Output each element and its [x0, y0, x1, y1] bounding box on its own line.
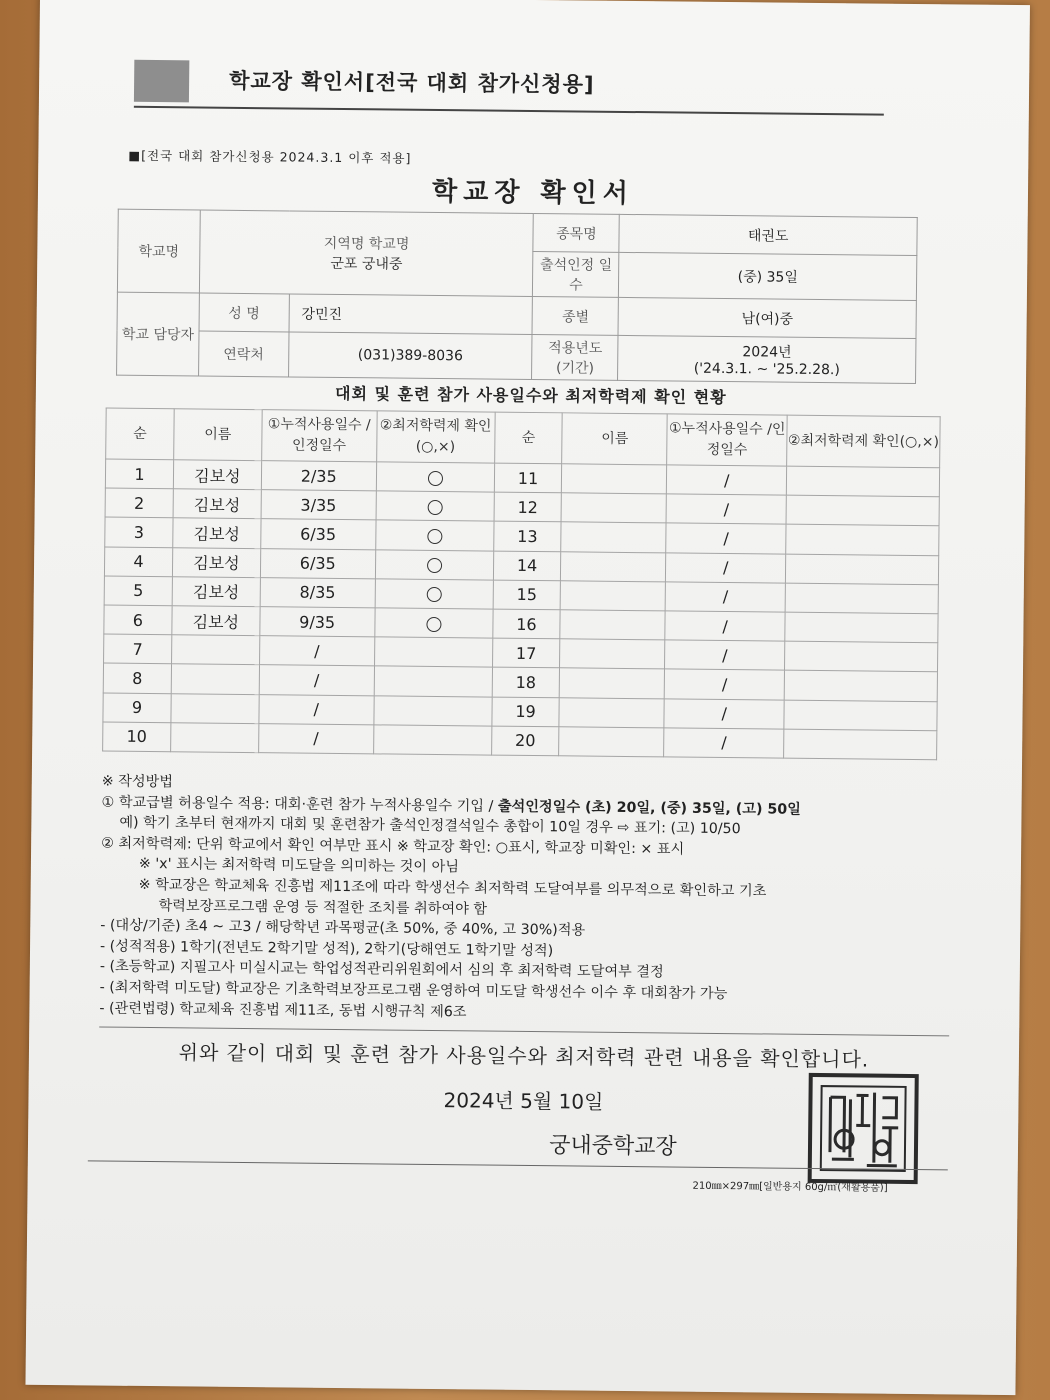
year-value: 2024년 [742, 344, 792, 361]
row-check [786, 554, 939, 585]
row-check [784, 700, 937, 731]
circle-mark-icon [427, 529, 442, 544]
row-check [374, 637, 492, 667]
row-name [561, 522, 666, 552]
row-name: 김보성 [173, 518, 261, 548]
row-days: 2/35 [261, 461, 376, 491]
row-name: 김보성 [172, 547, 260, 577]
row-check [785, 641, 938, 672]
paper-spec: 210㎜×297㎜[일반용지 60g/㎡(재활용품)] [692, 1180, 888, 1194]
header-days-left: ①누적사용일수 /인정일수 [261, 410, 376, 462]
header-days-right: ①누적사용일수 /인정일수 [667, 414, 787, 466]
row-name: 김보성 [172, 606, 260, 636]
instruction-emphasis: 출석인정일수 (초) 20일, (중) 35일, (고) 50일 [497, 798, 801, 818]
row-name [561, 551, 666, 581]
circle-mark-icon [426, 616, 441, 631]
row-name [559, 726, 664, 756]
row-seq: 18 [492, 667, 560, 697]
row-days: / [664, 698, 784, 728]
school-info-table [116, 209, 918, 384]
principal-signature: 궁내중학교장 [549, 1133, 677, 1160]
instruction-line: ② 최저학력제: 단위 학교에서 확인 여부만 표시 ※ 학교장 확인: ○표시, 학교장 미확인: × 표시 [101, 835, 685, 858]
instructions [99, 772, 952, 1028]
row-name [562, 493, 667, 523]
circle-mark-icon [428, 470, 443, 485]
row-days: 6/35 [261, 519, 376, 549]
instruction-line: 학력보장프로그램 운영 등 적절한 조치를 취하여야 함 [158, 897, 488, 918]
row-check [375, 520, 493, 550]
issue-date: 2024년 5월 10일 [443, 1088, 604, 1114]
row-name: 김보성 [173, 489, 261, 519]
instruction-line: ※ 학교장은 학교체육 진흥법 제11조에 따라 학생선수 최저학력 도달여부를 의무적으로 확인하고 기초 [138, 876, 767, 900]
row-days: / [665, 611, 785, 641]
row-days: 6/35 [260, 548, 375, 578]
row-seq: 14 [493, 551, 561, 581]
confirmation-statement: 위와 같이 대회 및 훈련 참가 사용일수와 최저학력 관련 내용을 확인합니다. [178, 1040, 870, 1072]
instruction-line: - (성적적용) 1학기(전년도 2학기말 성적), 2학기(당해연도 1학기말 성적) [99, 938, 554, 959]
row-days: / [258, 723, 373, 753]
school-name-header: 지역명 학교명 [323, 235, 410, 253]
seal-glyph-strokes [812, 1077, 915, 1180]
row-check [376, 462, 494, 492]
instructions-title: ※ 작성방법 [101, 773, 174, 791]
gender-label: 종별 [532, 296, 618, 335]
document-title: 학교장 확인서 [431, 176, 635, 210]
row-check [786, 495, 939, 526]
instruction-line: - (초등학교) 지필고사 미실시교는 학업성적관리위원회에서 심의 후 최저학력 도달여부 결정 [99, 958, 664, 981]
row-days: / [666, 494, 786, 524]
row-check [374, 666, 492, 696]
school-name: 군포 궁내중 [330, 255, 403, 273]
circle-mark-icon [426, 587, 441, 602]
row-check [784, 729, 937, 760]
year-label: 적용년도 (기간) [532, 334, 618, 380]
row-check [375, 549, 493, 579]
row-days: / [259, 636, 374, 666]
row-seq: 8 [103, 663, 171, 693]
row-name [559, 697, 664, 727]
row-seq: 11 [494, 463, 562, 493]
row-seq: 16 [492, 609, 560, 639]
instruction-line: 예) 학기 초부터 현재까지 대회 및 훈련참가 출석인정결석일수 총합이 10일 경우 ⇨ 표기: (고) 10/50 [119, 814, 741, 838]
header-seq-left: 순 [106, 408, 174, 460]
year-cell [618, 335, 916, 383]
row-seq: 1 [105, 459, 173, 489]
header-check-right: ②최저학력제 확인(○,×) [787, 415, 940, 468]
contact-value: (031)389-8036 [288, 332, 532, 380]
row-seq: 3 [105, 517, 173, 547]
header-check-left: ②최저학력제 확인(○,×) [376, 411, 494, 463]
row-seq: 4 [104, 547, 172, 577]
row-name [171, 693, 259, 723]
instruction-line: - (관련법령) 학교체육 진흥법 제11조, 동법 시행규칙 제6조 [99, 1000, 467, 1020]
row-seq: 5 [104, 576, 172, 606]
row-check [786, 525, 939, 556]
row-check [785, 583, 938, 614]
header-name-right: 이름 [562, 413, 667, 465]
row-check [785, 612, 938, 643]
contact-label: 연락처 [198, 331, 288, 377]
row-days: / [667, 465, 787, 495]
instruction-line: ※ 'x' 표시는 최저학력 미도달을 의미하는 것이 아님 [138, 856, 460, 876]
school-name-cell [199, 210, 533, 296]
row-days: / [666, 523, 786, 553]
row-name: 김보성 [173, 460, 261, 490]
header-name-left: 이름 [174, 409, 262, 461]
row-name [561, 581, 666, 611]
row-seq: 20 [491, 726, 559, 756]
header-seq-right: 순 [494, 412, 562, 464]
row-days: / [666, 552, 786, 582]
row-check [376, 491, 494, 521]
name-label: 성 명 [199, 293, 289, 332]
staff-label: 학교 담당자 [117, 292, 200, 376]
row-days: / [665, 640, 785, 670]
row-name [560, 610, 665, 640]
row-seq: 7 [104, 634, 172, 664]
row-days: 8/35 [260, 577, 375, 607]
row-days: / [665, 582, 785, 612]
circle-mark-icon [427, 500, 442, 515]
event-value: 태권도 [619, 214, 917, 255]
row-name [562, 464, 667, 494]
row-seq: 15 [493, 580, 561, 610]
row-days: / [665, 669, 785, 699]
row-seq: 9 [103, 693, 171, 723]
row-name [560, 639, 665, 669]
row-check [374, 695, 492, 725]
row-days: 3/35 [261, 490, 376, 520]
row-days: 9/35 [260, 607, 375, 637]
applicability-note: ■[전국 대회 참가신청용 2024.3.1 이후 적용] [128, 147, 412, 166]
school-label: 학교명 [117, 209, 200, 293]
period-value: ('24.3.1. ~ '25.2.28.) [693, 360, 840, 379]
row-check [784, 670, 937, 701]
row-check [375, 579, 493, 609]
instruction-line: - (대상/기준) 초4 ~ 고3 / 해당학년 과목평균(초 50%, 중 40%, 고 30%)적용 [100, 917, 586, 939]
header-rule [134, 106, 884, 116]
row-seq: 6 [104, 605, 172, 635]
instruction-line: - (최저학력 미도달) 학교장은 기초학력보장프로그램 운영하여 미도달 학생선수 이수 후 대회참가 가능 [99, 979, 728, 1003]
row-name [171, 722, 259, 752]
row-seq: 19 [491, 697, 559, 727]
row-seq: 13 [493, 521, 561, 551]
row-seq: 10 [103, 722, 171, 752]
circle-mark-icon [427, 558, 442, 573]
row-check [786, 466, 939, 497]
row-days: / [259, 665, 374, 695]
row-days: / [259, 694, 374, 724]
row-check [374, 608, 492, 638]
attendance-value: (중) 35일 [619, 252, 917, 300]
row-days: / [664, 728, 784, 758]
divider [99, 1026, 949, 1036]
header-gray-block [134, 60, 189, 103]
document-page [25, 0, 1030, 1395]
row-name [171, 635, 259, 665]
row-name [171, 664, 259, 694]
row-name: 김보성 [172, 576, 260, 606]
instruction-text: ① 학교급별 허용일수 적용: 대회·훈련 참가 누적사용일수 기입 / [101, 794, 498, 815]
row-seq: 17 [492, 638, 560, 668]
row-name [560, 668, 665, 698]
row-check [373, 725, 491, 755]
usage-days-table [102, 408, 941, 761]
row-seq: 12 [494, 492, 562, 522]
row-seq: 2 [105, 488, 173, 518]
gender-value: 남(여)중 [618, 297, 916, 338]
staff-name: 강민진 [289, 294, 533, 335]
attendance-label: 출석인정 일수 [533, 251, 619, 297]
event-label: 종목명 [533, 213, 619, 252]
section-title: 대회 및 훈련 참가 사용일수와 최저학력제 확인 현황 [334, 383, 727, 408]
header-title: 학교장 확인서[전국 대회 참가신청용] [229, 68, 595, 97]
